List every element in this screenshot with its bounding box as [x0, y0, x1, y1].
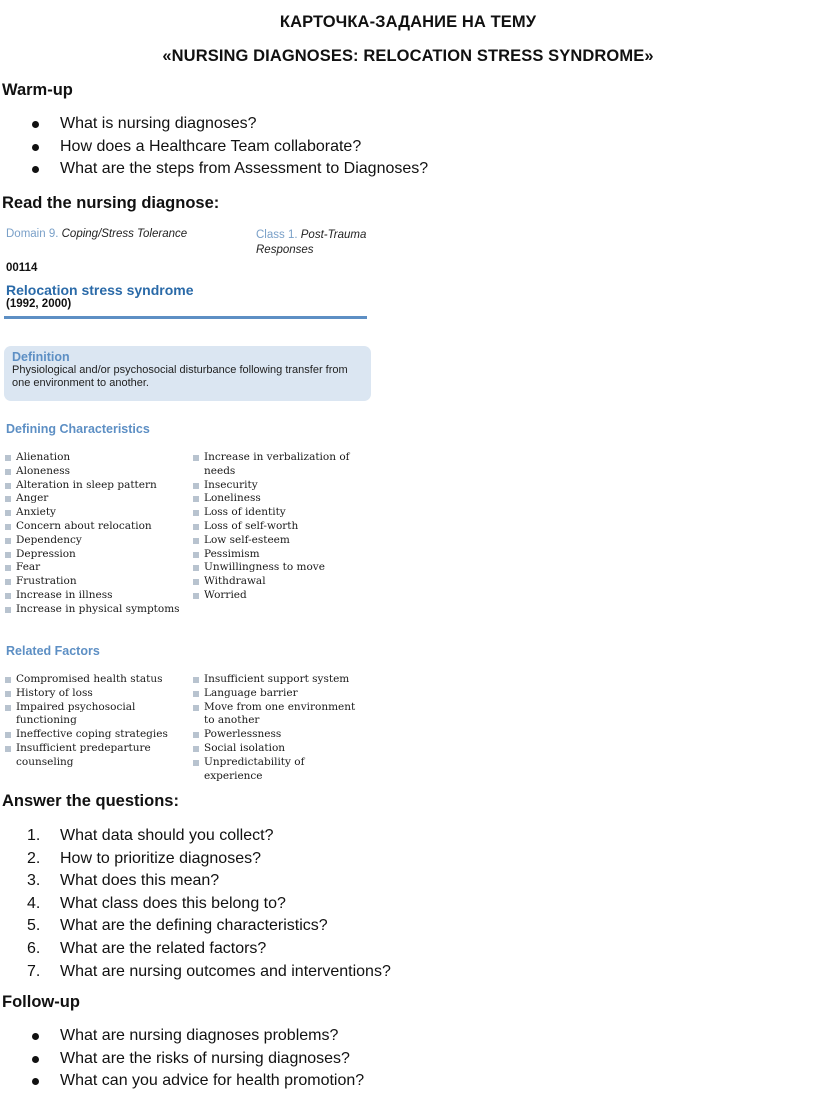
square-bullet-icon [5, 705, 11, 711]
list-item: Alienation [4, 451, 189, 465]
page-title: КАРТОЧКА-ЗАДАНИЕ НА ТЕМУ [279, 13, 537, 31]
square-bullet-icon [5, 510, 11, 516]
warmup-list [0, 113, 428, 181]
square-bullet-icon [193, 579, 199, 585]
list-item: Anxiety [4, 506, 189, 520]
bullet-icon [32, 1033, 39, 1040]
square-bullet-icon [5, 496, 11, 502]
list-item: Insecurity [192, 479, 360, 493]
followup-list [0, 1025, 364, 1093]
square-bullet-icon [193, 565, 199, 571]
list-item: Move from one environment to another [192, 701, 360, 729]
list-item: Alteration in sleep pattern [4, 479, 189, 493]
list-item: Unpredictability of experience [192, 756, 360, 784]
list-item: Increase in verbalization of needs [192, 451, 360, 479]
list-item: What are nursing diagnoses problems? [0, 1025, 364, 1048]
domain-value: Coping/Stress Tolerance [61, 228, 188, 240]
list-item: Frustration [4, 575, 189, 589]
square-bullet-icon [5, 538, 11, 544]
list-item: Unwillingness to move [192, 561, 360, 575]
square-bullet-icon [193, 593, 199, 599]
list-item: Increase in illness [4, 589, 189, 603]
list-item: Low self-esteem [192, 534, 360, 548]
square-bullet-icon [193, 760, 199, 766]
list-item: Increase in physical symptoms [4, 603, 189, 617]
list-item: Depression [4, 548, 189, 562]
square-bullet-icon [193, 552, 199, 558]
answer-heading: Answer the questions: [2, 792, 179, 810]
list-item: Withdrawal [192, 575, 360, 589]
square-bullet-icon [193, 524, 199, 530]
class-label: Class 1. [256, 229, 298, 241]
list-item: Compromised health status [4, 673, 174, 687]
bullet-icon [32, 1078, 39, 1085]
list-item: 4. What class does this belong to? [27, 894, 286, 912]
list-item: Social isolation [192, 742, 360, 756]
nursing-diagnosis-card [4, 222, 374, 782]
square-bullet-icon [193, 732, 199, 738]
bullet-icon [32, 144, 39, 151]
bullet-icon [32, 1056, 39, 1063]
definition-text: Physiological and/or psychosocial disturbance following transfer from one environment to another. [12, 364, 348, 389]
list-item: 3. What does this mean? [27, 872, 220, 890]
square-bullet-icon [5, 607, 11, 613]
square-bullet-icon [5, 746, 11, 752]
list-item: 2. How to prioritize diagnoses? [27, 849, 261, 867]
list-item: Anger [4, 492, 189, 506]
square-bullet-icon [5, 455, 11, 461]
square-bullet-icon [5, 552, 11, 558]
related-list-left [4, 673, 174, 770]
list-item: 1. What data should you collect? [27, 827, 274, 844]
list-item: Language barrier [192, 687, 360, 701]
followup-heading: Follow-up [2, 993, 80, 1011]
list-item: Pessimism [192, 548, 360, 562]
list-item: How does a Healthcare Team collaborate? [0, 136, 428, 159]
square-bullet-icon [5, 593, 11, 599]
list-item: What are the steps from Assessment to Diagnoses? [0, 158, 428, 181]
square-bullet-icon [193, 677, 199, 683]
list-item: Loneliness [192, 492, 360, 506]
list-item: Insufficient predeparture counseling [4, 742, 174, 770]
defining-list-left [4, 451, 189, 617]
list-item: What can you advice for health promotion? [0, 1070, 364, 1093]
domain-label: Domain 9. [6, 228, 59, 240]
square-bullet-icon [5, 677, 11, 683]
square-bullet-icon [5, 483, 11, 489]
square-bullet-icon [5, 579, 11, 585]
square-bullet-icon [5, 732, 11, 738]
page-subtitle: «NURSING DIAGNOSES: RELOCATION STRESS SYNDROME» [162, 47, 654, 65]
divider [4, 316, 367, 319]
square-bullet-icon [193, 510, 199, 516]
list-item: Impaired psychosocial functioning [4, 701, 174, 729]
square-bullet-icon [193, 705, 199, 711]
list-item: Fear [4, 561, 189, 575]
list-item: 7. What are nursing outcomes and interventions? [27, 962, 391, 980]
definition-box [4, 346, 371, 401]
definition-heading: Definition [12, 350, 70, 364]
list-item: Insufficient support system [192, 673, 360, 687]
list-item: Loss of self-worth [192, 520, 360, 534]
warmup-heading: Warm-up [2, 81, 73, 99]
questions-list [0, 825, 391, 983]
defining-list-right [192, 451, 360, 603]
square-bullet-icon [193, 691, 199, 697]
square-bullet-icon [5, 691, 11, 697]
list-item: Ineffective coping strategies [4, 728, 174, 742]
list-item: 5. What are the defining characteristics? [27, 917, 328, 935]
square-bullet-icon [5, 565, 11, 571]
square-bullet-icon [5, 469, 11, 475]
read-heading: Read the nursing diagnose: [2, 194, 220, 212]
related-heading: Related Factors [6, 644, 100, 658]
list-item: 6. What are the related factors? [27, 939, 267, 957]
diagnosis-years: (1992, 2000) [6, 298, 72, 310]
list-item: What is nursing diagnoses? [0, 113, 428, 136]
defining-heading: Defining Characteristics [6, 422, 150, 436]
list-item: History of loss [4, 687, 174, 701]
square-bullet-icon [193, 483, 199, 489]
list-item: Concern about relocation [4, 520, 189, 534]
list-item: Powerlessness [192, 728, 360, 742]
square-bullet-icon [193, 538, 199, 544]
list-item: Aloneness [4, 465, 189, 479]
bullet-icon [32, 121, 39, 128]
list-item: Worried [192, 589, 360, 603]
related-list-right [192, 673, 360, 783]
square-bullet-icon [193, 496, 199, 502]
list-item: What are the risks of nursing diagnoses? [0, 1048, 364, 1071]
class-value: Post-Trauma Responses [256, 229, 367, 256]
list-item: Loss of identity [192, 506, 360, 520]
diagnosis-title: Relocation stress syndrome [6, 282, 194, 298]
domain-row [6, 228, 187, 240]
square-bullet-icon [193, 455, 199, 461]
list-item: Dependency [4, 534, 189, 548]
diagnosis-code: 00114 [6, 262, 38, 274]
class-row [256, 228, 376, 258]
square-bullet-icon [193, 746, 199, 752]
square-bullet-icon [5, 524, 11, 530]
bullet-icon [32, 166, 39, 173]
